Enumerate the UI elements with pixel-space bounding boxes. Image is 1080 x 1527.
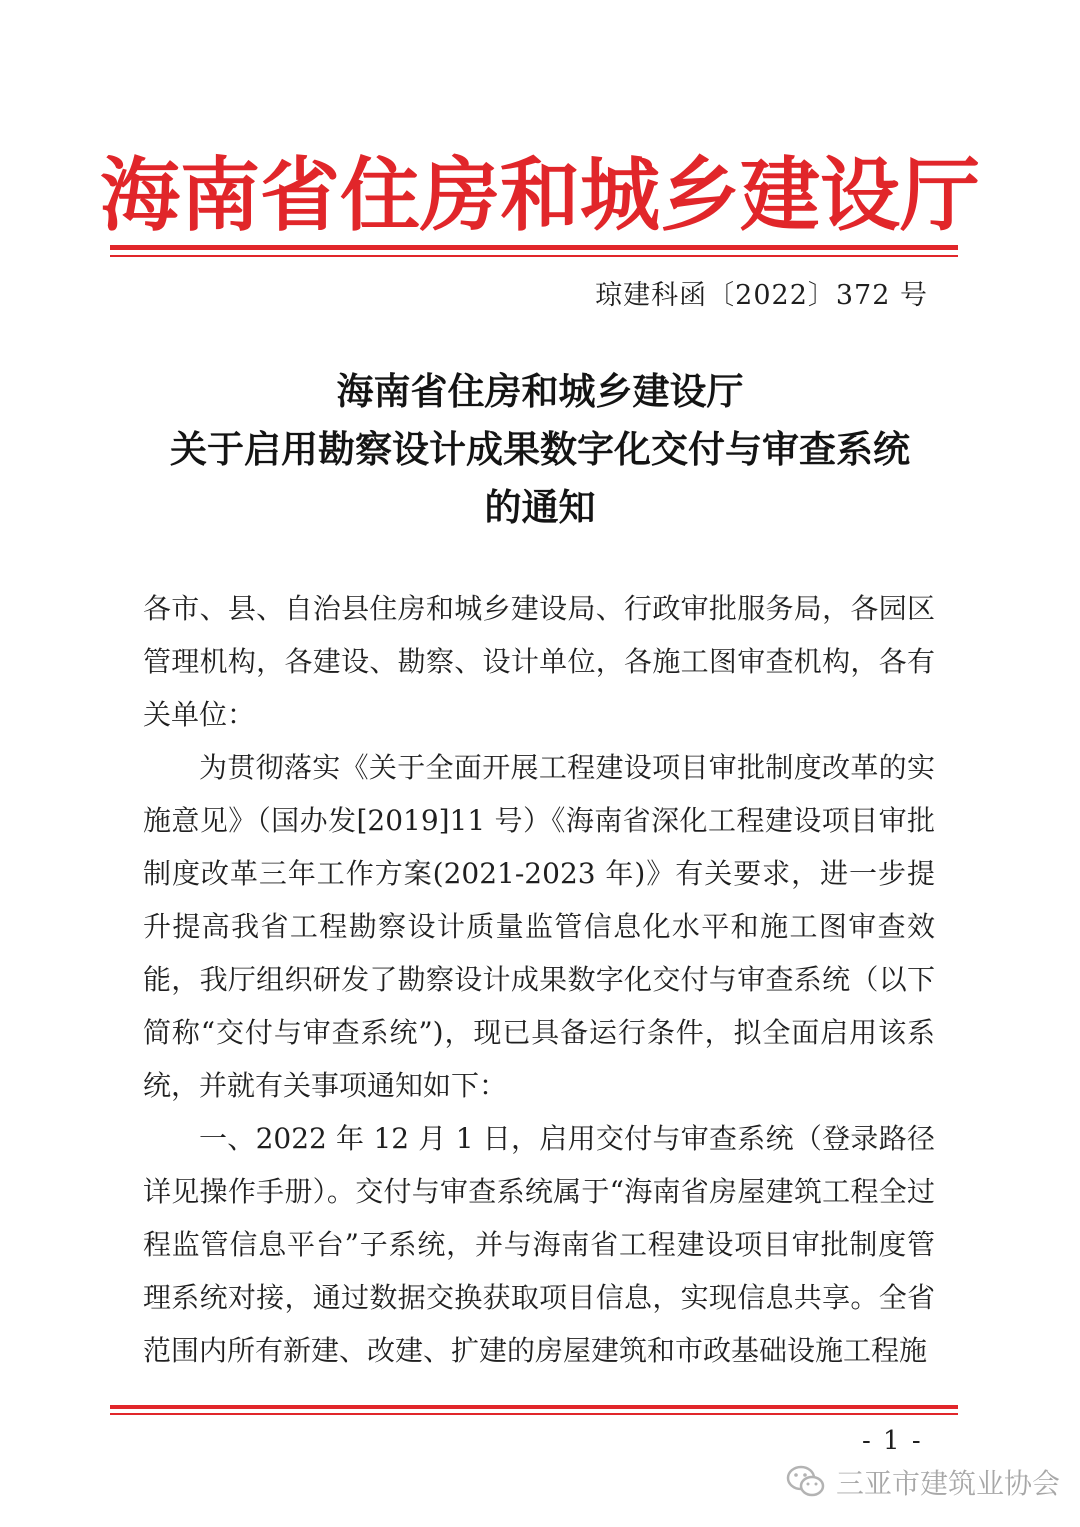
addressee-paragraph: 各市、县、自治县住房和城乡建设局、行政审批服务局，各园区管理机构，各建设、勘察、设计单位，各施工图审查机构，各有关单位： <box>143 592 935 731</box>
footer-divider-thick <box>110 1405 958 1409</box>
body-paragraph-intro: 为贯彻落实《关于全面开展工程建设项目审批制度改革的实施意见》（国办发[2019]11 号）《海南省深化工程建设项目审批制度改革三年工作方案(2021-2023 年)》有关要求，进一步提升提高我省工程勘察设计质量监管信息化水平和施工图审查效能，我厅组织研发了勘察设计成果数字化交付与审查系统（以下简称“交付与审查系统”)，现已具备运行条件，拟全面启用该系统，并就有关事项通知如下： <box>143 751 935 1102</box>
document-title <box>100 362 980 536</box>
body-paragraph-item-1: 一、2022 年 12 月 1 日，启用交付与审查系统（登录路径详见操作手册）。交付与审查系统属于“海南省房屋建筑工程全过程监管信息平台”子系统，并与海南省工程建设项目审批制度管理系统对接，通过数据交换获取项目信息，实现信息共享。全省范围内所有新建、改建、扩建的房屋建筑和市政基础设施工程施 <box>143 1122 935 1367</box>
watermark <box>786 1460 1060 1504</box>
wechat-icon <box>786 1464 826 1500</box>
footer-divider-thin <box>110 1413 958 1415</box>
document-title-line-2: 关于启用勘察设计成果数字化交付与审查系统 <box>170 427 910 471</box>
header-divider-thin <box>110 255 958 257</box>
document-title-line-3: 的通知 <box>484 485 596 529</box>
document-number: 琼建科函〔2022〕372 号 <box>595 280 928 311</box>
document-body <box>143 582 935 1377</box>
issuing-authority-header: 海南省住房和城乡建设厅 <box>100 149 980 242</box>
document-title-line-1: 海南省住房和城乡建设厅 <box>336 369 744 413</box>
watermark-text: 三亚市建筑业协会 <box>836 1467 1061 1500</box>
header-divider-thick <box>110 245 958 250</box>
page-number: - 1 - <box>862 1426 923 1456</box>
